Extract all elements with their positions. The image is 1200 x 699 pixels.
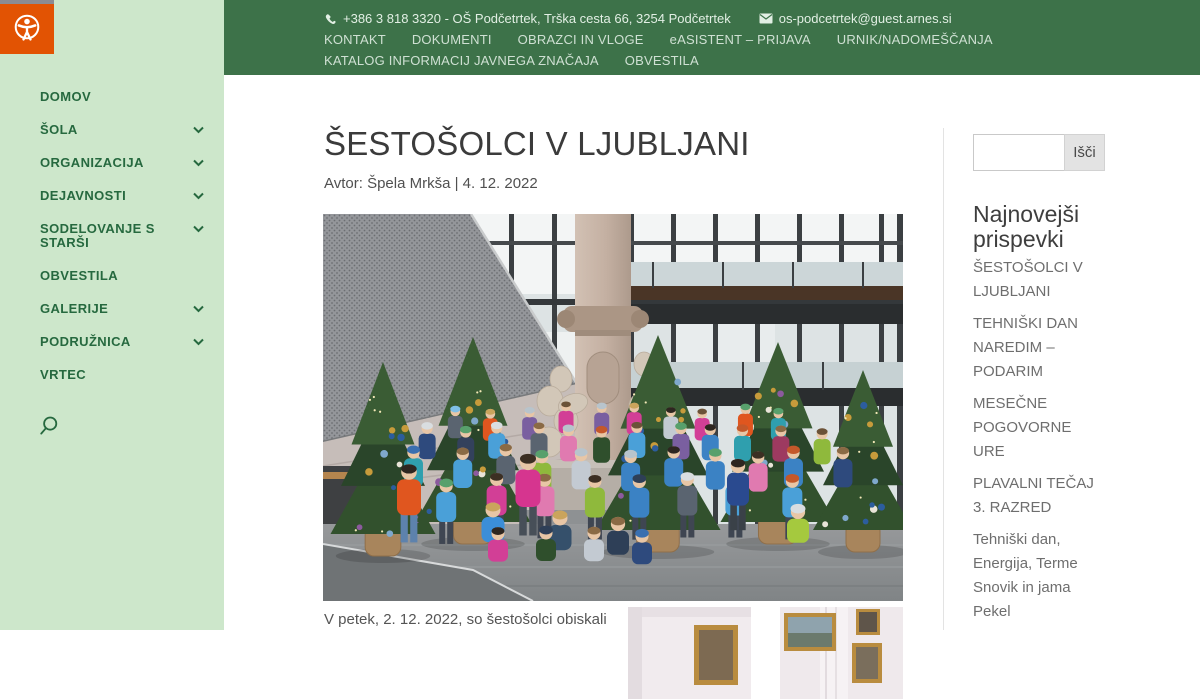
chevron-down-icon[interactable] — [193, 338, 204, 346]
chevron-down-icon[interactable] — [193, 225, 204, 233]
top-bar — [224, 0, 1200, 75]
list-item[interactable] — [973, 392, 1107, 464]
gallery-thumbnail-1[interactable] — [628, 607, 751, 699]
recent-posts-heading: Najnovejši prispevki — [973, 201, 1080, 252]
list-item[interactable] — [973, 312, 1107, 384]
email-contact[interactable] — [759, 11, 952, 26]
search-form — [973, 134, 1105, 171]
sidebar-item-vrtec[interactable] — [0, 368, 224, 382]
list-item[interactable] — [973, 528, 1107, 624]
sidebar-item-galerije[interactable] — [0, 302, 224, 316]
search-submit-button[interactable]: Išči — [1064, 134, 1105, 171]
sidebar-item-label[interactable]: OBVESTILA — [40, 268, 118, 283]
sidebar-item-label[interactable]: GALERIJE — [40, 301, 109, 316]
sidebar-item-obvestila[interactable] — [0, 269, 224, 283]
sidebar-item-podruznica[interactable] — [0, 335, 224, 349]
email-link[interactable]: os-podcetrtek@guest.arnes.si — [778, 11, 952, 26]
topbar-link-urnik-nadomescanja[interactable]: URNIK/NADOMEŠČANJA — [836, 32, 993, 47]
phone-text: +386 3 818 3320 - OŠ Podčetrtek, Trška cesta 66, 3254 Podčetrtek — [343, 11, 731, 26]
chevron-down-icon[interactable] — [193, 126, 204, 134]
sidebar-item-label[interactable]: DOMOV — [40, 89, 92, 104]
accessibility-strip — [0, 0, 54, 4]
topbar-link-katalog-informacij[interactable]: KATALOG INFORMACIJ JAVNEGA ZNAČAJA — [324, 53, 599, 68]
sidebar-search-button[interactable] — [37, 415, 61, 439]
sidebar-item-label[interactable]: DEJAVNOSTI — [40, 188, 127, 203]
search-input[interactable] — [973, 134, 1064, 171]
main-navigation — [0, 90, 224, 401]
post-meta: Avtor: Špela Mrkša | 4. 12. 2022 — [324, 175, 538, 192]
group-photo — [323, 214, 903, 601]
article-text: V petek, 2. 12. 2022, so šestošolci obiskali — [324, 611, 607, 628]
topbar-link-easistent-prijava[interactable]: eASISTENT – PRIJAVA — [669, 32, 811, 47]
universal-access-icon — [6, 6, 48, 51]
right-sidebar — [973, 134, 1107, 632]
recent-post-link[interactable]: MESEČNE POGOVORNE URE — [973, 395, 1072, 460]
recent-post-link[interactable]: TEHNIŠKI DAN NAREDIM – PODARIM — [973, 315, 1079, 380]
phone-icon — [324, 12, 337, 25]
recent-post-link[interactable]: Tehniški dan, Energija, Terme Snovik in jama Pekel — [973, 531, 1078, 620]
chevron-down-icon[interactable] — [193, 192, 204, 200]
sidebar-item-label[interactable]: SODELOVANJE S STARŠI — [40, 221, 155, 250]
sidebar-item-label[interactable]: VRTEC — [40, 367, 87, 382]
recent-posts-list — [973, 256, 1107, 624]
recent-post-link[interactable]: ŠESTOŠOLCI V LJUBLJANI — [973, 259, 1083, 300]
topbar-link-dokumenti[interactable]: DOKUMENTI — [411, 32, 492, 47]
sidebar-item-label[interactable]: ŠOLA — [40, 122, 78, 137]
chevron-down-icon[interactable] — [193, 305, 204, 313]
content-divider — [943, 128, 944, 630]
accessibility-button[interactable] — [0, 3, 54, 54]
sidebar-item-dejavnosti[interactable] — [0, 189, 224, 203]
list-item[interactable] — [973, 472, 1107, 520]
topbar-link-obrazci-in-vloge[interactable]: OBRAZCI IN VLOGE — [517, 32, 644, 47]
sidebar-item-sola[interactable] — [0, 123, 224, 137]
topbar-link-kontakt[interactable]: KONTAKT — [324, 32, 386, 47]
sidebar-item-domov[interactable] — [0, 90, 224, 104]
left-sidebar — [0, 0, 224, 630]
sidebar-item-label[interactable]: ORGANIZACIJA — [40, 155, 144, 170]
list-item[interactable] — [973, 256, 1107, 304]
page-title: ŠESTOŠOLCI V LJUBLJANI — [324, 125, 750, 162]
recent-post-link[interactable]: PLAVALNI TEČAJ 3. RAZRED — [973, 475, 1094, 516]
sidebar-item-label[interactable]: PODRUŽNICA — [40, 334, 131, 349]
chevron-down-icon[interactable] — [193, 159, 204, 167]
envelope-icon — [759, 13, 773, 24]
phone-contact — [324, 11, 731, 26]
gallery-thumbnail-2[interactable] — [780, 607, 903, 699]
topbar-link-obvestila[interactable]: OBVESTILA — [624, 53, 699, 68]
group-photo-illustration — [323, 214, 903, 601]
search-icon — [38, 425, 60, 440]
sidebar-item-organizacija[interactable] — [0, 156, 224, 170]
sidebar-item-sodelovanje-s-starsi[interactable] — [0, 222, 224, 250]
